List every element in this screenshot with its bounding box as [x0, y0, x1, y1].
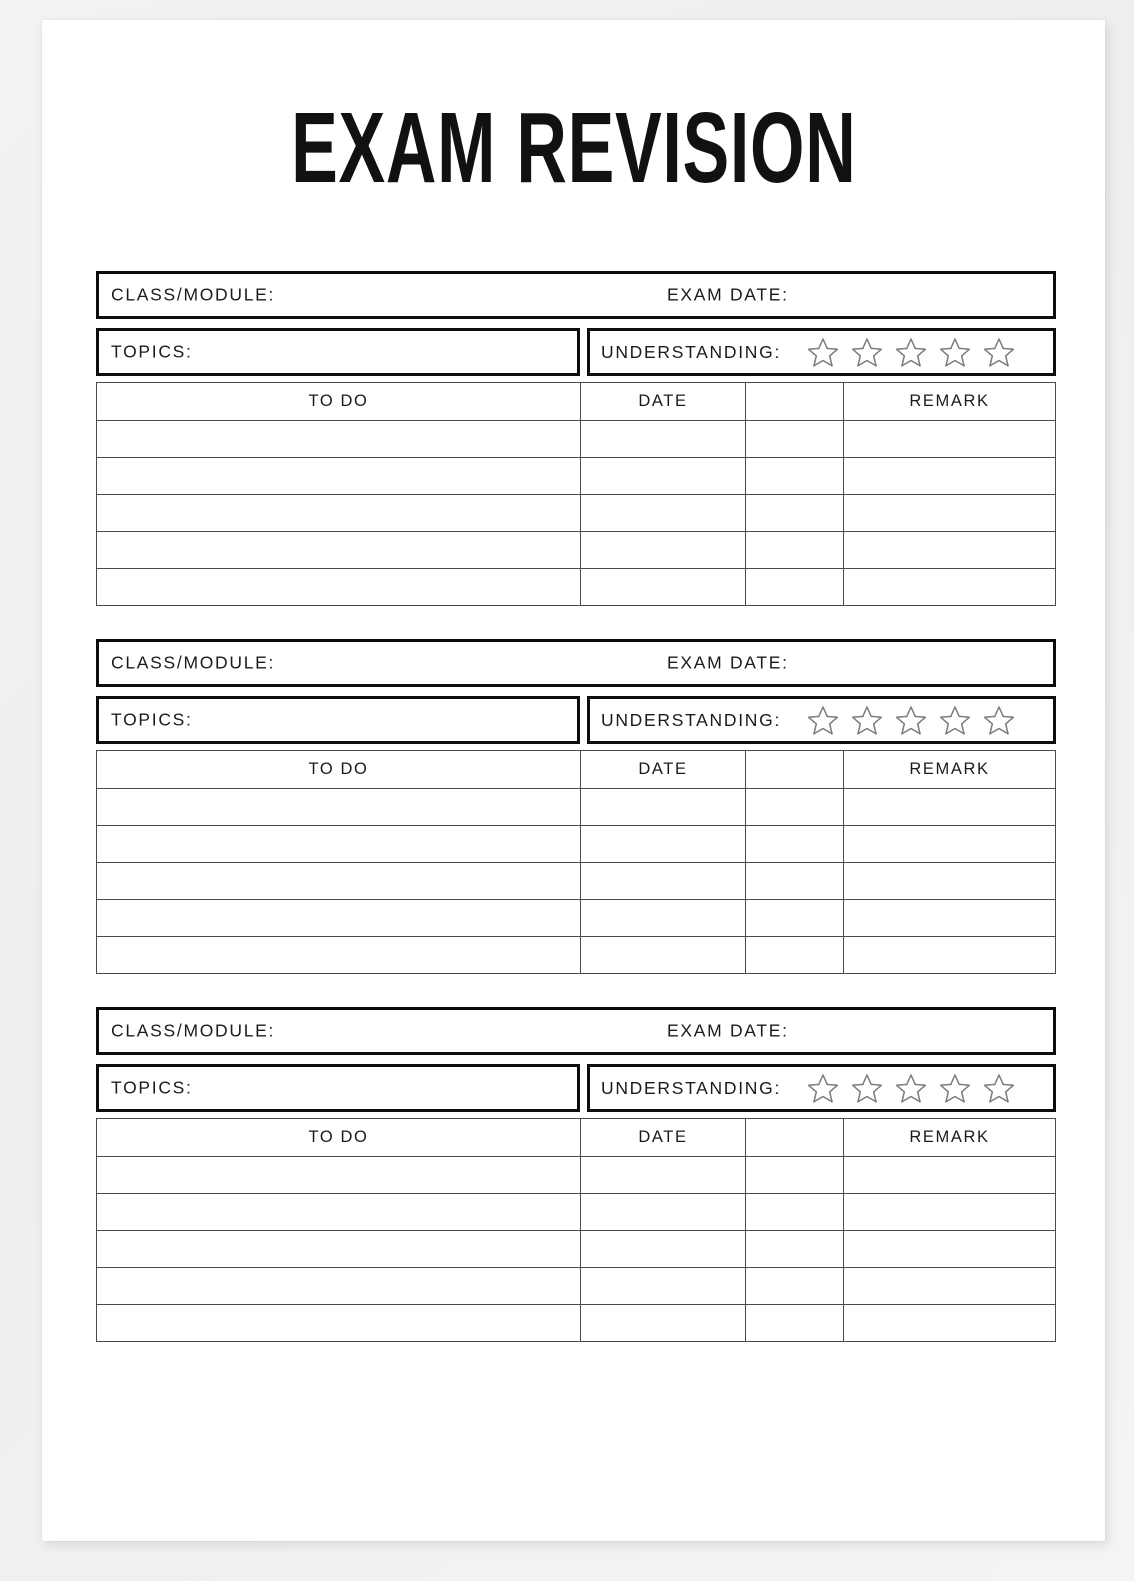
- star-outline-icon[interactable]: [851, 705, 883, 736]
- cell-remark[interactable]: [844, 900, 1056, 937]
- cell-remark[interactable]: [844, 937, 1056, 974]
- cell-date[interactable]: [581, 1268, 746, 1305]
- table-row: [97, 569, 1056, 606]
- cell-todo[interactable]: [97, 569, 581, 606]
- topics-understanding-row: [96, 328, 1056, 376]
- class-module-label: CLASS/MODULE:: [111, 652, 276, 673]
- cell-date[interactable]: [581, 1157, 746, 1194]
- cell-check[interactable]: [746, 1157, 844, 1194]
- cell-todo[interactable]: [97, 826, 581, 863]
- cell-remark[interactable]: [844, 826, 1056, 863]
- table-row: [97, 1194, 1056, 1231]
- cell-check[interactable]: [746, 495, 844, 532]
- star-outline-icon[interactable]: [807, 1073, 839, 1104]
- cell-todo[interactable]: [97, 900, 581, 937]
- cell-check[interactable]: [746, 863, 844, 900]
- topics-box[interactable]: [96, 328, 580, 376]
- table-row: [97, 1305, 1056, 1342]
- cell-remark[interactable]: [844, 863, 1056, 900]
- topics-label: TOPICS:: [111, 341, 193, 362]
- understanding-box[interactable]: [587, 328, 1056, 376]
- star-outline-icon[interactable]: [895, 1073, 927, 1104]
- revision-section-1: [96, 271, 1056, 606]
- exam-date-label: EXAM DATE:: [667, 1020, 789, 1041]
- cell-check[interactable]: [746, 569, 844, 606]
- star-outline-icon[interactable]: [939, 337, 971, 368]
- cell-check[interactable]: [746, 1268, 844, 1305]
- table-row: [97, 495, 1056, 532]
- cell-date[interactable]: [581, 421, 746, 458]
- exam-date-label: EXAM DATE:: [667, 284, 789, 305]
- cell-todo[interactable]: [97, 1231, 581, 1268]
- understanding-box[interactable]: [587, 1064, 1056, 1112]
- table-row: [97, 1157, 1056, 1194]
- table-row: [97, 900, 1056, 937]
- column-header-todo: TO DO: [97, 751, 581, 789]
- table-row: [97, 789, 1056, 826]
- class-module-label: CLASS/MODULE:: [111, 1020, 276, 1041]
- cell-todo[interactable]: [97, 421, 581, 458]
- cell-check[interactable]: [746, 1305, 844, 1342]
- table-header-row: [97, 1119, 1056, 1157]
- page-title: EXAM REVISION: [290, 92, 857, 204]
- page-title-wrapper: [42, 92, 1105, 204]
- topics-understanding-row: [96, 696, 1056, 744]
- cell-check[interactable]: [746, 1194, 844, 1231]
- column-header-todo: TO DO: [97, 1119, 581, 1157]
- star-outline-icon[interactable]: [983, 337, 1015, 368]
- topics-box[interactable]: [96, 696, 580, 744]
- section-list: [96, 271, 1056, 1342]
- column-header-date: DATE: [581, 1119, 746, 1157]
- class-module-bar[interactable]: [96, 1007, 1056, 1055]
- cell-remark[interactable]: [844, 1194, 1056, 1231]
- cell-check[interactable]: [746, 789, 844, 826]
- cell-date[interactable]: [581, 569, 746, 606]
- understanding-label: UNDERSTANDING:: [601, 709, 782, 730]
- cell-check[interactable]: [746, 826, 844, 863]
- cell-remark[interactable]: [844, 1231, 1056, 1268]
- cell-remark[interactable]: [844, 1268, 1056, 1305]
- table-row: [97, 937, 1056, 974]
- revision-table: [96, 1118, 1056, 1342]
- cell-date[interactable]: [581, 789, 746, 826]
- cell-todo[interactable]: [97, 1305, 581, 1342]
- cell-todo[interactable]: [97, 458, 581, 495]
- star-outline-icon[interactable]: [807, 337, 839, 368]
- exam-date-label: EXAM DATE:: [667, 652, 789, 673]
- topics-label: TOPICS:: [111, 1077, 193, 1098]
- star-outline-icon[interactable]: [983, 705, 1015, 736]
- cell-remark[interactable]: [844, 569, 1056, 606]
- cell-todo[interactable]: [97, 937, 581, 974]
- cell-date[interactable]: [581, 937, 746, 974]
- understanding-star-rating[interactable]: [807, 337, 1015, 368]
- star-outline-icon[interactable]: [939, 1073, 971, 1104]
- understanding-box[interactable]: [587, 696, 1056, 744]
- cell-check[interactable]: [746, 458, 844, 495]
- cell-todo[interactable]: [97, 495, 581, 532]
- cell-date[interactable]: [581, 495, 746, 532]
- table-row: [97, 421, 1056, 458]
- class-module-label: CLASS/MODULE:: [111, 284, 276, 305]
- revision-section-3: [96, 1007, 1056, 1342]
- cell-todo[interactable]: [97, 1194, 581, 1231]
- column-header-date: DATE: [581, 751, 746, 789]
- class-module-bar[interactable]: [96, 271, 1056, 319]
- column-header-remark: REMARK: [844, 1119, 1056, 1157]
- cell-remark[interactable]: [844, 1157, 1056, 1194]
- topics-label: TOPICS:: [111, 709, 193, 730]
- cell-check[interactable]: [746, 937, 844, 974]
- cell-check[interactable]: [746, 1231, 844, 1268]
- cell-date[interactable]: [581, 1194, 746, 1231]
- revision-section-2: [96, 639, 1056, 974]
- table-row: [97, 1268, 1056, 1305]
- cell-date[interactable]: [581, 826, 746, 863]
- cell-remark[interactable]: [844, 1305, 1056, 1342]
- star-outline-icon[interactable]: [807, 705, 839, 736]
- cell-date[interactable]: [581, 1231, 746, 1268]
- column-header-check: [746, 1119, 844, 1157]
- column-header-remark: REMARK: [844, 383, 1056, 421]
- understanding-star-rating[interactable]: [807, 705, 1015, 736]
- cell-todo[interactable]: [97, 863, 581, 900]
- table-header-row: [97, 383, 1056, 421]
- table-row: [97, 863, 1056, 900]
- table-row: [97, 458, 1056, 495]
- topics-box[interactable]: [96, 1064, 580, 1112]
- table-row: [97, 826, 1056, 863]
- star-outline-icon[interactable]: [851, 1073, 883, 1104]
- star-outline-icon[interactable]: [983, 1073, 1015, 1104]
- cell-remark[interactable]: [844, 421, 1056, 458]
- cell-date[interactable]: [581, 458, 746, 495]
- cell-todo[interactable]: [97, 1157, 581, 1194]
- column-header-remark: REMARK: [844, 751, 1056, 789]
- cell-remark[interactable]: [844, 495, 1056, 532]
- table-header-row: [97, 751, 1056, 789]
- star-outline-icon[interactable]: [851, 337, 883, 368]
- column-header-date: DATE: [581, 383, 746, 421]
- table-row: [97, 532, 1056, 569]
- star-outline-icon[interactable]: [895, 337, 927, 368]
- understanding-label: UNDERSTANDING:: [601, 1077, 782, 1098]
- column-header-check: [746, 751, 844, 789]
- cell-date[interactable]: [581, 1305, 746, 1342]
- cell-check[interactable]: [746, 532, 844, 569]
- understanding-label: UNDERSTANDING:: [601, 341, 782, 362]
- revision-table: [96, 750, 1056, 974]
- topics-understanding-row: [96, 1064, 1056, 1112]
- cell-date[interactable]: [581, 863, 746, 900]
- cell-check[interactable]: [746, 900, 844, 937]
- cell-remark[interactable]: [844, 458, 1056, 495]
- class-module-bar[interactable]: [96, 639, 1056, 687]
- cell-todo[interactable]: [97, 789, 581, 826]
- star-outline-icon[interactable]: [939, 705, 971, 736]
- cell-remark[interactable]: [844, 789, 1056, 826]
- star-outline-icon[interactable]: [895, 705, 927, 736]
- cell-check[interactable]: [746, 421, 844, 458]
- printable-sheet: [42, 20, 1105, 1541]
- cell-todo[interactable]: [97, 532, 581, 569]
- cell-todo[interactable]: [97, 1268, 581, 1305]
- revision-table: [96, 382, 1056, 606]
- column-header-todo: TO DO: [97, 383, 581, 421]
- understanding-star-rating[interactable]: [807, 1073, 1015, 1104]
- cell-date[interactable]: [581, 532, 746, 569]
- cell-remark[interactable]: [844, 532, 1056, 569]
- cell-date[interactable]: [581, 900, 746, 937]
- column-header-check: [746, 383, 844, 421]
- table-row: [97, 1231, 1056, 1268]
